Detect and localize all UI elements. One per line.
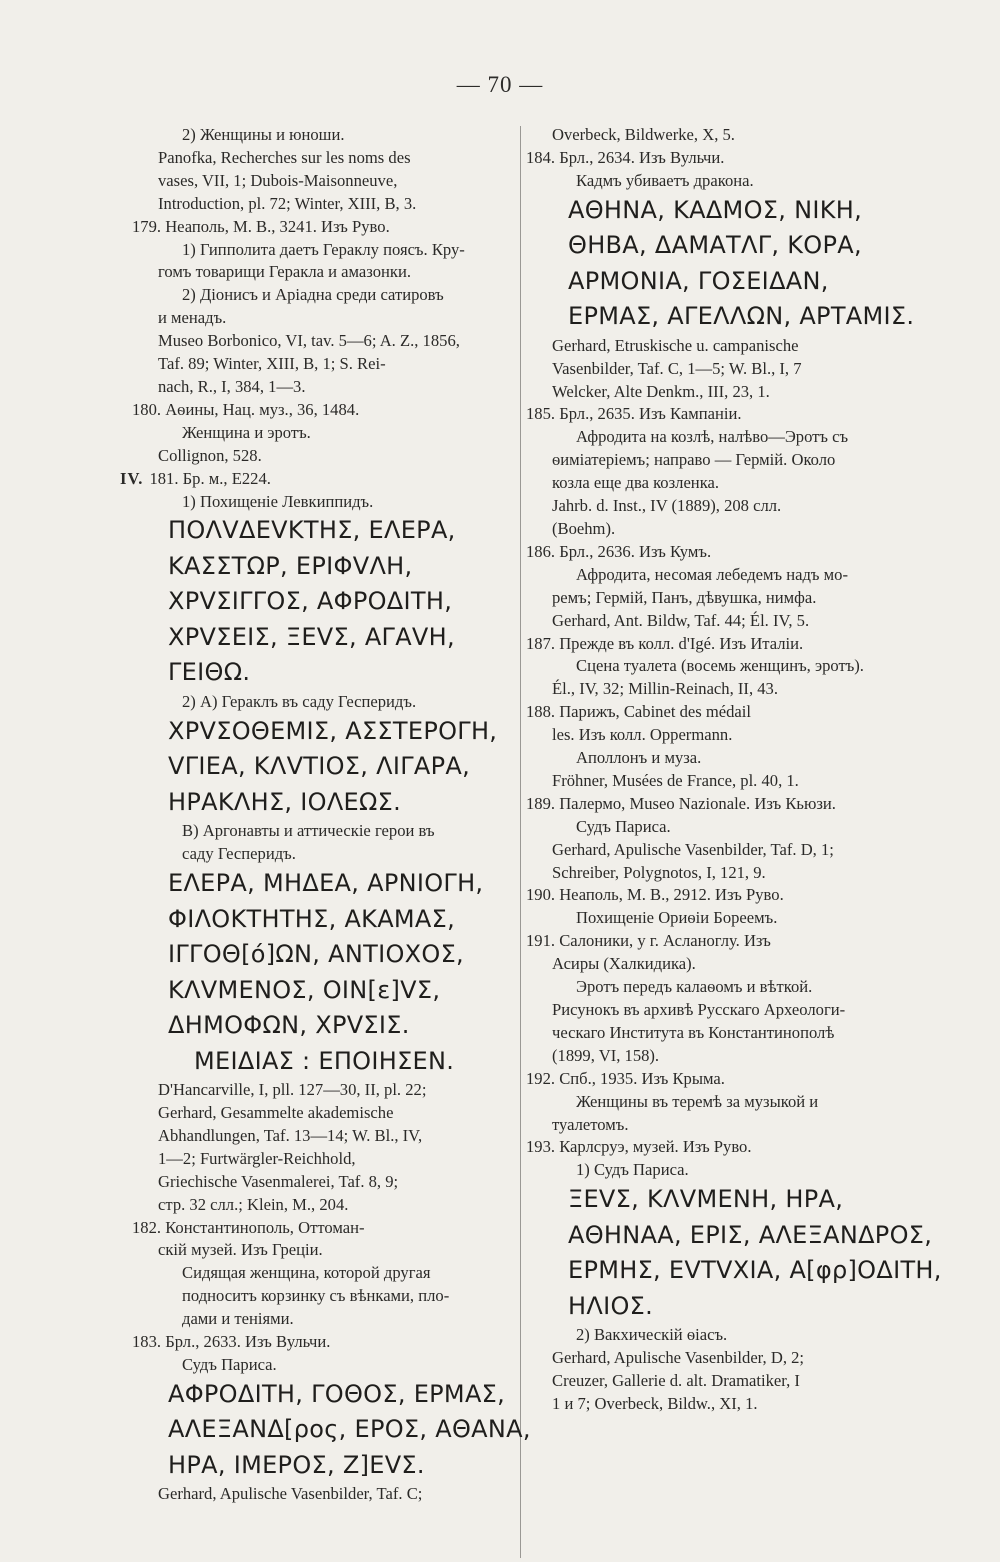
text-line	[132, 1125, 514, 1148]
text-line	[526, 170, 918, 193]
line-text: ремъ; Гермій, Панъ, дѣвушка, нимфа.	[552, 587, 817, 607]
text-line	[526, 907, 918, 930]
text-line	[526, 335, 918, 358]
greek-inscription-line: ΗΛΙΟΣ.	[568, 1291, 654, 1320]
text-line	[132, 1285, 514, 1308]
greek-inscription-line: ΑΛΕΞΑΝΔ[ρος, ΕΡΟΣ, ΑΘΑΝΑ,	[168, 1415, 531, 1444]
line-text: Сцена туалета (восемь женщинъ, эротъ).	[576, 656, 864, 676]
greek-inscription-line: ΕΡΜΗΣ, ΕVΤVΧΙΑ, Α[φρ]ΟΔΙΤΗ,	[568, 1256, 942, 1285]
line-text: 185. Брл., 2635. Изъ Кампаніи.	[526, 404, 742, 424]
text-line	[132, 399, 514, 422]
text-line	[132, 1079, 514, 1102]
line-text: Introduction, pl. 72; Winter, XIII, B, 3.	[158, 193, 417, 213]
text-line	[132, 691, 514, 714]
line-text: Overbeck, Bildwerke, X, 5.	[552, 125, 735, 144]
text-line	[526, 587, 918, 610]
greek-inscription-line: ΑΦΡΟΔΙΤΗ, ΓΟΘΟΣ, ΕΡΜΑΣ,	[168, 1379, 506, 1408]
line-text: Gerhard, Ant. Bildw, Taf. 44; Él. IV, 5.	[552, 610, 810, 630]
line-text: 2) Вакхическій ѳіасъ.	[576, 1325, 728, 1345]
line-text: Creuzer, Gallerie d. alt. Dramatiker, I	[552, 1371, 800, 1391]
text-line	[132, 422, 514, 445]
text-line	[132, 1262, 514, 1285]
text-line	[526, 976, 918, 999]
page-number: — 70 —	[456, 72, 544, 97]
text-line	[526, 541, 918, 564]
text-line	[526, 816, 918, 839]
line-text: 1 и 7; Overbeck, Bildw., XI, 1.	[552, 1393, 758, 1413]
line-text: Аполлонъ и муза.	[576, 748, 702, 768]
line-text: В) Аргонавты и аттическіе герои въ	[182, 821, 435, 841]
line-text: Taf. 89; Winter, XIII, B, 1; S. Rei-	[158, 354, 386, 374]
text-line	[526, 953, 918, 976]
text-line	[526, 495, 918, 518]
line-text: 2) А) Гераклъ въ саду Гесперидъ.	[182, 691, 417, 711]
text-line	[132, 1148, 514, 1171]
text-line	[526, 793, 918, 816]
text-line	[132, 353, 514, 376]
line-text: Женщины въ теремѣ за музыкой и	[576, 1091, 819, 1111]
line-text: 1—2; Furtwärgler-Reichhold,	[158, 1148, 356, 1168]
line-text: стр. 32 слл.; Klein, M., 204.	[158, 1194, 349, 1214]
line-text: Асиры (Халкидика).	[552, 954, 696, 974]
greek-inscription-line: ΓΕΙΘΩ.	[168, 658, 251, 687]
greek-inscription-line: ΚΛVΜΕΝΟΣ, ΟΙΝ[ε]VΣ,	[168, 975, 441, 1004]
text-line	[526, 147, 918, 170]
text-line	[526, 449, 918, 472]
greek-inscription-line: ΑΡΜΟΝΙΑ, ΓΟΣΕΙΔΑΝ,	[568, 266, 829, 295]
greek-inscription-line: VΓΙΕΑ, ΚΛVΤΙΟΣ, ΛΙΓΑΡΑ,	[168, 752, 471, 781]
text-line	[132, 1217, 514, 1240]
line-text: Судъ Париса.	[182, 1355, 277, 1374]
text-line	[526, 1159, 918, 1182]
text-line	[526, 1136, 918, 1159]
text-line	[526, 403, 918, 426]
text-line	[526, 564, 918, 587]
section-marker: IV.	[120, 468, 144, 488]
text-line	[132, 1171, 514, 1194]
text-line	[526, 1022, 918, 1045]
text-line	[132, 1483, 514, 1506]
text-line	[132, 261, 514, 284]
line-text: 187. Прежде въ колл. d'Igé. Изъ Италіи.	[526, 633, 804, 653]
text-line	[526, 862, 918, 885]
text-line	[526, 655, 918, 678]
line-text: Gerhard, Gesammelte akademische	[158, 1103, 394, 1123]
text-line	[132, 376, 514, 399]
line-text: 189. Палермо, Museo Nazionale. Изъ Кьюзи.	[526, 793, 836, 813]
text-line	[526, 1068, 918, 1091]
greek-inscription-line: ΧΡVΣΟΘΕΜΙΣ, ΑΣΣΤΕΡΟΓΗ,	[168, 716, 498, 745]
line-text: 179. Неаполь, М. В., 3241. Изъ Руво.	[132, 216, 390, 236]
line-text: 1) Судъ Париса.	[576, 1160, 689, 1180]
line-text: Gerhard, Etruskische u. campanische	[552, 335, 799, 355]
line-text: подноситъ корзинку съ вѣнками, пло-	[182, 1286, 450, 1306]
text-line	[120, 468, 514, 491]
line-text: 1) Похищеніе Левкиппидъ.	[182, 491, 374, 511]
text-line	[526, 999, 918, 1022]
line-text: Jahrb. d. Inst., IV (1889), 208 слл.	[552, 496, 782, 516]
line-text: Афродита на козлѣ, налѣво—Эротъ съ	[576, 427, 849, 447]
text-line	[526, 1091, 918, 1114]
line-text: гомъ товарищи Геракла и амазонки.	[158, 262, 411, 282]
line-text: козла еще два козленка.	[552, 473, 720, 493]
line-text: и менадъ.	[158, 308, 227, 328]
line-text: 2) Женщины и юноши.	[182, 125, 345, 144]
line-text: Эротъ передъ калаѳомъ и вѣткой.	[576, 977, 813, 997]
line-text: Сидящая женщина, которой другая	[182, 1263, 431, 1283]
line-text: Женщина и эротъ.	[182, 422, 311, 442]
line-text: Griechische Vasenmalerei, Taf. 8, 9;	[158, 1171, 399, 1191]
text-line	[132, 820, 514, 843]
text-line	[132, 284, 514, 307]
text-line	[132, 1308, 514, 1331]
text-line	[526, 1114, 918, 1137]
greek-inscription-line: ΔΗΜΟΦΩΝ, ΧΡVΣΙΣ.	[168, 1011, 410, 1040]
line-text: Судъ Париса.	[576, 816, 671, 836]
text-line	[132, 1194, 514, 1217]
greek-inscription-line: ΙΓΓΟΘ[ό]ΩΝ, ΑΝΤΙΟΧΟΣ,	[168, 940, 464, 969]
right-column	[526, 124, 942, 1416]
line-text: дами и теніями.	[182, 1309, 294, 1329]
line-text: скій музей. Изъ Греціи.	[158, 1240, 323, 1260]
text-line	[526, 358, 918, 381]
text-line	[132, 124, 514, 147]
line-text: D'Hancarville, I, pll. 127—30, II, pl. 22;	[158, 1080, 427, 1100]
line-text: 186. Брл., 2636. Изъ Кумъ.	[526, 541, 712, 561]
line-text: Fröhner, Musées de France, pl. 40, 1.	[552, 770, 799, 790]
line-text: Vasenbilder, Taf. C, 1—5; W. Bl., I, 7	[552, 358, 802, 378]
line-text: ческаго Института въ Константинополѣ	[552, 1022, 835, 1042]
line-text: Рисунокъ въ архивѣ Русскаго Археологи-	[552, 1000, 846, 1019]
line-text: Panofka, Recherches sur les noms des	[158, 147, 411, 167]
column-divider	[520, 126, 521, 1558]
text-line	[526, 1045, 918, 1068]
text-line	[526, 1347, 918, 1370]
greek-inscription-line: ΧΡVΣΙΓΓΟΣ, ΑΦΡΟΔΙΤΗ,	[168, 587, 453, 616]
text-line	[526, 839, 918, 862]
left-column	[120, 124, 531, 1506]
greek-inscription-line: ΑΘΗΝΑ, ΚΑΔΜΟΣ, ΝΙΚΗ,	[568, 195, 863, 224]
line-text: Gerhard, Apulische Vasenbilder, Taf. D, 1;	[552, 839, 834, 859]
line-text: 190. Неаполь, М. В., 2912. Изъ Руво.	[526, 885, 784, 905]
line-text: Афродита, несомая лебедемъ надъ мо-	[576, 564, 848, 584]
text-line	[526, 1370, 918, 1393]
greek-inscription-line: ΘΗΒΑ, ΔΑΜΑΤΛΓ, ΚΟΡΑ,	[568, 231, 862, 260]
text-line	[526, 381, 918, 404]
greek-inscription-line: ΚΑΣΣΤΩΡ, ΕΡΙΦVΛΗ,	[168, 551, 413, 580]
line-text: 1) Гипполита даетъ Гераклу поясъ. Кру-	[182, 239, 465, 259]
greek-inscription-line: ΞΕVΣ, ΚΛVΜΕΝΗ, ΗΡΑ,	[568, 1185, 844, 1214]
greek-inscription-line: ΧΡVΣΕΙΣ, ΞΕVΣ, ΑΓΑVΗ,	[168, 622, 455, 651]
greek-inscription-line: ΑΘΗΝΑΑ, ΕΡΙΣ, ΑΛΕΞΑΝΔΡΟΣ,	[568, 1220, 933, 1249]
line-text: (1899, VI, 158).	[552, 1045, 660, 1065]
line-text: Welcker, Alte Denkm., III, 23, 1.	[552, 381, 770, 401]
greek-inscription-line: ΕΛΕΡΑ, ΜΗΔΕΑ, ΑΡΝΙΟΓΗ,	[168, 869, 484, 898]
line-text: les. Изъ колл. Oppermann.	[552, 725, 733, 745]
text-line	[132, 330, 514, 353]
text-line	[132, 445, 514, 468]
line-text: nach, R., I, 384, 1—3.	[158, 376, 306, 396]
text-line	[132, 1102, 514, 1125]
text-line	[132, 170, 514, 193]
text-line	[526, 770, 918, 793]
greek-inscription-line: ΗΡΑΚΛΗΣ, ΙΟΛΕΩΣ.	[168, 787, 402, 816]
line-text: 188. Парижъ, Cabinet des médail	[526, 702, 752, 722]
line-text: Abhandlungen, Taf. 13—14; W. Bl., IV,	[158, 1125, 423, 1145]
text-line	[526, 633, 918, 656]
text-line	[526, 472, 918, 495]
line-text: 181. Бр. м., E224.	[149, 468, 271, 488]
line-text: Кадмъ убиваетъ дракона.	[576, 170, 754, 190]
text-line	[526, 678, 918, 701]
text-line	[132, 1354, 514, 1377]
line-text: Похищеніе Ориѳіи Бореемъ.	[576, 908, 778, 928]
line-text: 2) Діонисъ и Аріадна среди сатировъ	[182, 285, 444, 305]
line-text: Museo Borbonico, VI, tav. 5—6; A. Z., 1856,	[158, 331, 460, 351]
greek-inscription-line: ΕΡΜΑΣ, ΑΓΕΛΛΩΝ, ΑΡΤΑΜΙΣ.	[568, 302, 915, 331]
text-line	[526, 426, 918, 449]
line-text: ѳиміатеріемъ; направо — Гермій. Около	[552, 450, 836, 470]
line-text: 191. Салоники, у г. Асланоглу. Изъ	[526, 931, 771, 951]
text-line	[132, 1331, 514, 1354]
line-text: саду Гесперидъ.	[182, 844, 296, 864]
text-line	[132, 491, 514, 514]
text-line	[526, 1393, 918, 1416]
text-line	[526, 124, 918, 147]
line-text: Gerhard, Apulische Vasenbilder, Taf. C;	[158, 1484, 423, 1504]
text-line	[526, 610, 918, 633]
greek-inscription-line: ΦΙΛΟΚΤΗΤΗΣ, ΑΚΑΜΑΣ,	[168, 904, 456, 933]
text-line	[526, 518, 918, 541]
text-line	[132, 239, 514, 262]
text-line	[132, 307, 514, 330]
line-text: Él., IV, 32; Millin-Reinach, II, 43.	[552, 679, 778, 699]
greek-inscription-line: ΠΟΛVΔΕVΚΤΗΣ, ΕΛΕΡΑ,	[168, 516, 456, 545]
line-text: туалетомъ.	[552, 1114, 629, 1134]
text-line	[526, 747, 918, 770]
greek-inscription-line: ΗΡΑ, ΙΜΕΡΟΣ, Ζ]ΕVΣ.	[168, 1450, 425, 1479]
text-line	[132, 193, 514, 216]
text-line	[526, 1324, 918, 1347]
text-line	[132, 216, 514, 239]
line-text: 180. Аѳины, Нац. муз., 36, 1484.	[132, 399, 360, 419]
line-text: 182. Константинополь, Оттоман-	[132, 1217, 365, 1237]
line-text: Gerhard, Apulische Vasenbilder, D, 2;	[552, 1348, 805, 1368]
text-line	[132, 147, 514, 170]
text-line	[526, 930, 918, 953]
line-text: 184. Брл., 2634. Изъ Вульчи.	[526, 147, 725, 167]
text-line	[526, 701, 918, 724]
line-text: vases, VII, 1; Dubois-Maisonneuve,	[158, 170, 398, 190]
line-text: 183. Брл., 2633. Изъ Вульчи.	[132, 1332, 331, 1352]
line-text: 192. Спб., 1935. Изъ Крыма.	[526, 1068, 725, 1088]
text-line	[132, 1239, 514, 1262]
text-line	[526, 884, 918, 907]
line-text: (Boehm).	[552, 518, 616, 538]
greek-inscription-line: ΜΕΙΔΙΑΣ : ΕΠΟΙΗΣΕΝ.	[194, 1046, 455, 1075]
line-text: Schreiber, Polygnotos, I, 121, 9.	[552, 862, 766, 882]
text-line	[132, 843, 514, 866]
line-text: 193. Карлсруэ, музей. Изъ Руво.	[526, 1137, 752, 1157]
text-line	[526, 724, 918, 747]
line-text: Collignon, 528.	[158, 445, 262, 465]
